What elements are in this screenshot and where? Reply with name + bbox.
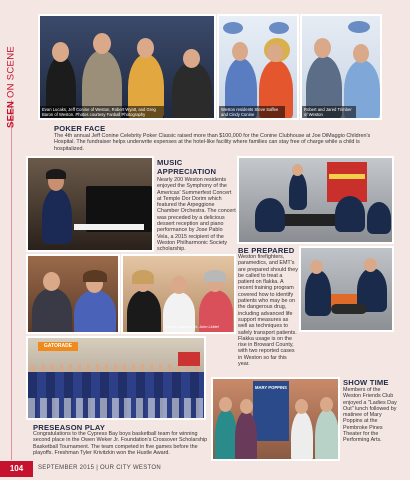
showtime-text: Members of the Weston Friends Club enjoyed a "Ladies Day Out" lunch followed by matinee of Mary Poppins at the Pembroke Pines Theater for the Performing Arts. — [343, 387, 397, 444]
poker-text: The 4th annual Jeff Conine Celebrity Poker Classic raised more than $100,000 for the Conine Clubhouse at Joe DiMaggio Children's Hospital. The fundraiser helps underwrite expenses at the hotel-like facility where families can stay free of charge while a child is hospitalized. — [54, 133, 371, 152]
person — [255, 198, 285, 232]
poster — [253, 381, 289, 441]
poster-title: MARY POPPINS — [255, 385, 287, 390]
person — [32, 288, 72, 334]
photo-caption: Evan Lucaks, Jeff Conine of Weston, Robert Wyatt, and Greg Baron of Weston. Photos courtesy Fanball Photography — [40, 106, 164, 118]
person — [289, 172, 307, 210]
music-photo-women — [121, 254, 236, 334]
showtime-photo — [211, 377, 340, 461]
section-label: SEEN ON SCENE — [5, 46, 17, 129]
photo-caption: Robert and Jared Trimber of Weston — [302, 106, 356, 118]
section-sidebar — [0, 0, 22, 470]
person — [172, 62, 212, 120]
prepared-photo-bottom — [299, 246, 394, 332]
poker-photo-pair — [300, 14, 382, 120]
music-text: Nearly 200 Weston residents enjoyed the Symphony of the Americas' Summerfest Concert at Temple Dor Dorim which featured the Arpeggione Chamber Orchestra. The concert was preceded by a delicious dessert reception and piano performance by Jose Pablo Vela, a 2015 recipient of the Weston Philharmonic Society scholarship. — [157, 177, 236, 253]
page-number: 104 — [0, 461, 33, 477]
preseason-title: PRESEASON PLAY — [33, 423, 106, 432]
prepared-text: Weston firefighters, paramedics, and EMT's are prepared should they be called to treat a patient on flakka. A recent training program covered how to identify patients who may be on the dangerous drug, including advanced life support measures as well as techniques to safely transport patients. Flakka usage is on the rise in Broward County, with two reported cases in Weston so far this year. — [238, 254, 298, 368]
music-title: MUSIC APPRECIATION — [157, 158, 217, 176]
poker-photo-group — [38, 14, 216, 120]
sidebar-divider — [11, 100, 12, 460]
poker-photo-couple — [217, 14, 299, 120]
person — [235, 411, 257, 461]
person — [127, 290, 161, 334]
person — [42, 188, 72, 244]
gatorade-banner: GATORADE — [38, 342, 78, 351]
person — [367, 202, 391, 234]
person — [291, 411, 313, 461]
music-photo-couple — [26, 254, 120, 334]
person — [74, 290, 116, 334]
poker-title: POKER FACE — [54, 124, 106, 133]
footer-issue-text: SEPTEMBER 2015 | OUR CITY WESTON — [38, 465, 161, 471]
showtime-title: SHOW TIME — [343, 378, 389, 387]
photo-credit: Photos courtesy Dr. John Liddel — [165, 325, 219, 329]
preseason-photo — [26, 336, 206, 420]
music-photo-piano — [26, 156, 154, 252]
prepared-photo-top — [237, 156, 394, 244]
prepared-title: BE PREPARED — [238, 246, 295, 255]
preseason-text: Congratulations to the Cypress Bay boys basketball team for winning second place in the Owen Weker Jr. Foundation's Crossover Scholarship Basketball Tournament. The team competed in five games before the playoffs. Freshman Tyler Krivitzkin won the Hustle Award. — [33, 431, 208, 456]
photo-caption: Weston residents Steve Saffee and Cindy Conine — [219, 106, 285, 118]
person — [335, 196, 365, 232]
person — [305, 270, 331, 316]
person — [215, 409, 237, 461]
person — [315, 409, 339, 461]
